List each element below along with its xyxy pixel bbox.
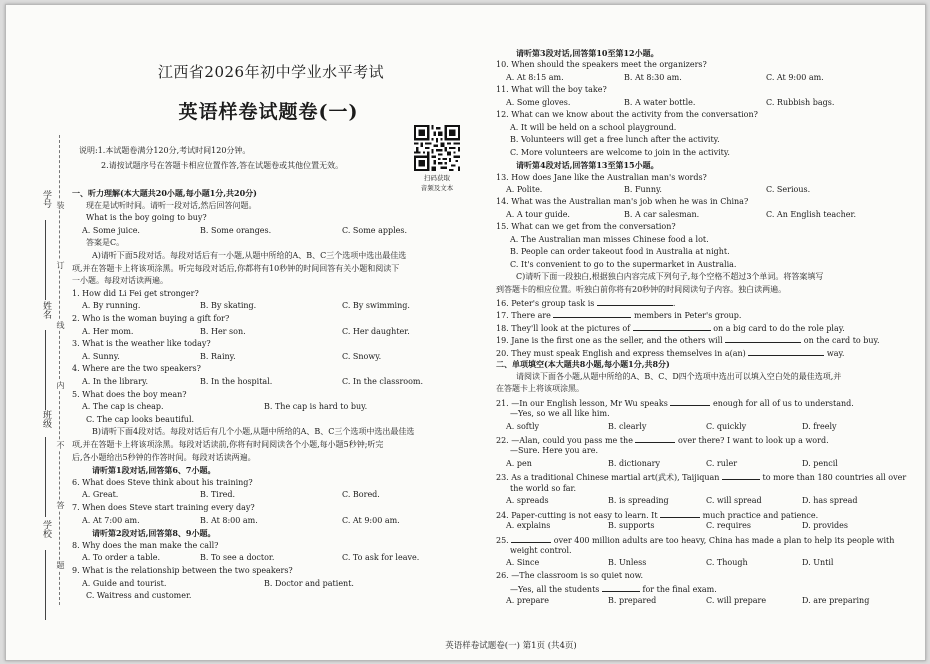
text-line: C. The cap looks beautiful. [86,414,195,424]
text-line: 5. What does the boy mean? [72,389,187,399]
answer-option: B. Doctor and patient. [264,578,354,588]
exam-title-top: 江西省2026年初中学业水平考试 [157,63,385,81]
answer-option: C. Her daughter. [342,326,410,336]
answer-option: B. Her son. [200,326,246,336]
answer-option: B. is spreading [608,496,669,506]
question-text: over there? I want to look up a word. [675,435,829,445]
answer-option: B. Tired. [200,490,236,500]
answer-blank[interactable] [633,321,711,331]
text-line: A. The Australian man misses Chinese food a lot. [510,234,709,244]
answer-option: D. pencil [802,458,838,468]
answer-option: A. softly [506,421,540,431]
answer-option: C. requires [706,521,751,531]
answer-option: B. To see a doctor. [200,553,275,563]
answer-option: A. Guide and tourist. [82,578,167,588]
answer-blank[interactable] [511,533,551,543]
question-text: 24. Paper-cutting is not easy to learn. It [496,510,661,520]
answer-option: D. provides [802,521,849,531]
question-text: 19. Jane is the first one as the seller, and the others will [496,336,726,346]
answer-option: B. Unless [608,558,647,568]
text-line: 12. What can we know about the activity from the conversation? [496,110,758,120]
class-label: 班级 [41,410,51,428]
text-line: What is the boy going to buy? [86,213,207,223]
answer-option: D. has spread [802,496,858,506]
answer-option: A. Some gloves. [506,97,571,107]
school-field[interactable] [45,550,46,620]
qr-caption-line2: 音频及文本 [420,184,454,192]
text-line: 6. What does Steve think about his training? [72,477,253,487]
text-line: 4. Where are the two speakers? [72,364,201,374]
question-text: members in Peter's group. [631,311,742,321]
qr-caption [406,173,468,193]
question-text: 25. [496,535,512,545]
section-heading: 请听第3段对话,回答第10至第12小题。 [516,48,659,58]
question-text: 16. Peter's group task is [496,299,597,308]
student-id-field[interactable] [45,220,46,300]
answer-option: C. quickly [706,421,747,431]
answer-option: A. At 8:15 am. [506,72,564,82]
answer-option: A. At 7:00 am. [82,515,140,525]
answer-option: B. Funny. [624,184,662,194]
answer-option: A. The cap is cheap. [82,402,164,412]
answer-option: B. Some oranges. [200,225,272,235]
question-text: 21. —In our English lesson, Mr Wu speaks [496,398,671,408]
question-text: 23. As a traditional Chinese martial art(武术), Taijiquan [496,473,722,483]
answer-option: A. Great. [82,490,119,500]
question-text: on the card to buy. [801,336,880,346]
answer-option: A. To order a table. [82,553,161,563]
answer-blank[interactable] [670,396,710,406]
binding-tick: 内 [56,381,65,389]
text-line: 11. What will the boy take? [496,85,607,95]
answer-blank[interactable] [635,433,675,443]
text-line: 项,并在答题卡上将该项涂黑。听完每段对话后,你都将有10秒钟的时间回答有关小题和阅读下 [72,263,400,273]
question-text: way. [824,348,845,358]
answer-option: A. explains [506,521,551,531]
binding-tick: 线 [56,321,65,329]
answer-option: B. The cap is hard to buy. [264,402,368,412]
text-line: 一小题。每段对话读两遍。 [72,276,168,286]
qr-caption-line1: 扫码获取 [424,174,450,182]
answer-blank[interactable] [725,333,801,343]
answer-option: B. A water bottle. [624,97,696,107]
text-line: 3. What is the weather like today? [72,339,211,349]
text-line: B. People can order takeout food in Australia at night. [510,247,730,257]
section-heading: 二、单项填空(本大题共8小题,每小题1分,共8分) [496,359,670,370]
answer-option: C. will prepare [706,595,767,605]
text-line: —Sure. Here you are. [510,446,598,456]
text-line: C. It's convenient to go to the supermarket in Australia. [510,259,737,269]
answer-option: C. At 9:00 am. [342,515,400,525]
answer-option: B. supports [608,521,655,531]
answer-option: C. Though [706,558,748,568]
answer-blank[interactable] [597,296,673,306]
text-line: 14. What was the Australian man's job when he was in China? [496,197,749,207]
answer-option: A. Her mom. [82,326,134,336]
text-line: 7. When does Steve start training every day? [72,503,255,512]
text-line: 1. How did Li Fei get stronger? [72,288,199,298]
question-text: . [672,299,676,308]
answer-option: C. Serious. [766,184,811,194]
class-field[interactable] [45,437,46,517]
text-line: 2. Who is the woman buying a gift for? [72,314,230,323]
answer-blank[interactable] [722,470,760,480]
section-heading: 一、听力理解(本大题共20小题,每小题1分,共20分) [72,188,257,198]
answer-option: B. A car salesman. [624,209,700,219]
answer-option: C. Rubbish bags. [766,97,835,107]
answer-option: A. Polite. [506,184,543,194]
answer-blank[interactable] [748,346,824,356]
text-line: 8. Why does the man make the call? [72,540,219,550]
school-label: 学校 [41,520,51,538]
binding-tick: 不 [56,441,65,449]
section-heading: 请听第4段对话,回答第13至第15小题。 [516,160,659,171]
answer-option: C. At 9:00 am. [766,72,824,82]
name-label: 姓名 [41,301,51,319]
text-line: C)请听下面一段独白,根据独白内容完成下列句子,每个空格不超过3个单词。将答案填写 [516,272,824,282]
question-text: enough for all of us to understand. [710,398,854,408]
answer-option: C. An English teacher. [766,209,856,219]
answer-option: B. clearly [608,421,647,431]
text-line: 15. What can we get from the conversation? [496,222,676,232]
question-text: much practice and patience. [700,510,819,520]
text-line: B)请听下面4段对话。每段对话后有几个小题,从题中所给的A、B、C三个选项中选出最佳选 [92,427,415,437]
question-text: 22. —Alan, could you pass me the [496,435,636,445]
text-line: 9. What is the relationship between the two speakers? [72,566,293,575]
exam-page [5,4,926,661]
text-line: 后,各小题给出5秒钟的作答时间。每段对话读两遍。 [72,452,256,462]
answer-option: A. A tour guide. [506,209,570,219]
answer-blank[interactable] [602,582,640,592]
binding-tick: 装 [56,201,65,209]
text-line: A)请听下面5段对话。每段对话后有一小题,从题中所给的A、B、C三个选项中选出最佳选 [92,251,407,260]
qr-code-icon[interactable] [414,125,460,171]
answer-option: B. In the hospital. [200,377,273,386]
answer-option: B. By skating. [200,301,257,311]
name-field[interactable] [45,330,46,410]
text-line: the world so far. [510,483,577,493]
answer-option: A. By running. [82,301,141,311]
answer-option: B. prepared [608,595,657,605]
text-line: 现在是试听时间。请听一段对话,然后回答问题。 [86,200,257,210]
text-line: 答案是C。 [86,238,125,248]
text-line: A. It will be held on a school playground. [510,122,677,132]
text-line: 请阅读下面各小题,从题中所给的A、B、C、D四个选项中选出可以填入空白处的最佳选项,并 [516,371,842,381]
section-heading: 请听第2段对话,回答第8、9小题。 [92,528,216,539]
answer-option: B. At 8:00 am. [200,515,258,525]
section-heading: 请听第1段对话,回答第6、7小题。 [92,465,216,476]
text-line: weight control. [510,546,572,555]
text-line: 在答题卡上将该项涂黑。 [496,384,584,394]
answer-option: C. To ask for leave. [342,553,420,563]
question-text: over 400 million adults are too heavy, China has made a plan to help its people with [551,535,895,545]
answer-option: C. Some apples. [342,225,408,235]
binding-margin [15,5,71,660]
answer-option: A. Sunny. [82,351,120,361]
text-line: 10. When should the speakers meet the organizers? [496,60,707,70]
instructions-line1: 说明:1.本试题卷满分120分,考试时间120分钟。 [79,146,251,155]
question-text: to more than 180 countries all over [760,473,907,483]
question-text: on a big card to do the role play. [710,323,845,333]
question-text: 18. They'll look at the pictures of [496,323,633,333]
answer-option: D. are preparing [802,595,870,605]
answer-option: A. pen [506,458,532,468]
exam-title-main: 英语样卷试题卷(一) [178,101,359,123]
answer-option: C. By swimming. [342,301,410,311]
student-id-label: 学号 [41,190,51,208]
answer-option: A. Since [506,558,540,568]
answer-option: C. Snowy. [342,351,382,361]
answer-option: A. Some juice. [82,225,140,235]
text-line: C. More volunteers are welcome to join in the activity. [510,147,730,157]
instructions-line2: 2.请按试题序号在答题卡相应位置作答,答在试题卷或其他位置无效。 [101,161,344,170]
answer-option: C. will spread [706,496,762,506]
answer-option: A. spreads [506,496,549,506]
answer-option: C. In the classroom. [342,377,424,386]
question-text: 20. They must speak English and express themselves in a(an) [496,348,749,358]
answer-blank[interactable] [553,308,631,318]
question-text: —Yes, all the students [510,585,602,595]
answer-option: D. freely [802,421,837,431]
question-text: for the final exam. [639,585,717,595]
answer-option: C. ruler [706,458,738,468]
text-line: C. Waitress and customer. [86,591,192,601]
answer-option: D. Until [802,558,834,568]
text-line: 项,并在答题卡上将该项涂黑。每段对话读前,你将有时间阅读各个小题,每小题5秒钟;听完 [72,440,384,449]
text-line: B. Volunteers will get a free lunch after the activity. [510,135,720,145]
text-line: 到答题卡的相应位置。听独白前你将有20秒钟的时间阅读句子内容。独白读两遍。 [496,284,787,294]
binding-tick: 订 [56,261,65,269]
binding-tick: 题 [56,561,65,569]
answer-option: A. prepare [506,595,549,605]
answer-option: B. At 8:30 am. [624,72,682,82]
answer-option: B. Rainy. [200,351,236,361]
answer-option: C. Bored. [342,490,380,500]
binding-tick: 答 [56,501,65,509]
answer-option: B. dictionary [608,458,660,468]
text-line: 26. —The classroom is so quiet now. [496,570,644,580]
question-text: 17. There are [496,311,554,321]
answer-blank[interactable] [660,508,700,518]
text-line: 13. How does Jane like the Australian man's words? [496,172,707,182]
answer-option: A. In the library. [82,377,149,386]
text-line: —Yes, so we all like him. [510,409,610,419]
page-footer: 英语样卷试题卷(一) 第1页 (共4页) [445,641,577,651]
